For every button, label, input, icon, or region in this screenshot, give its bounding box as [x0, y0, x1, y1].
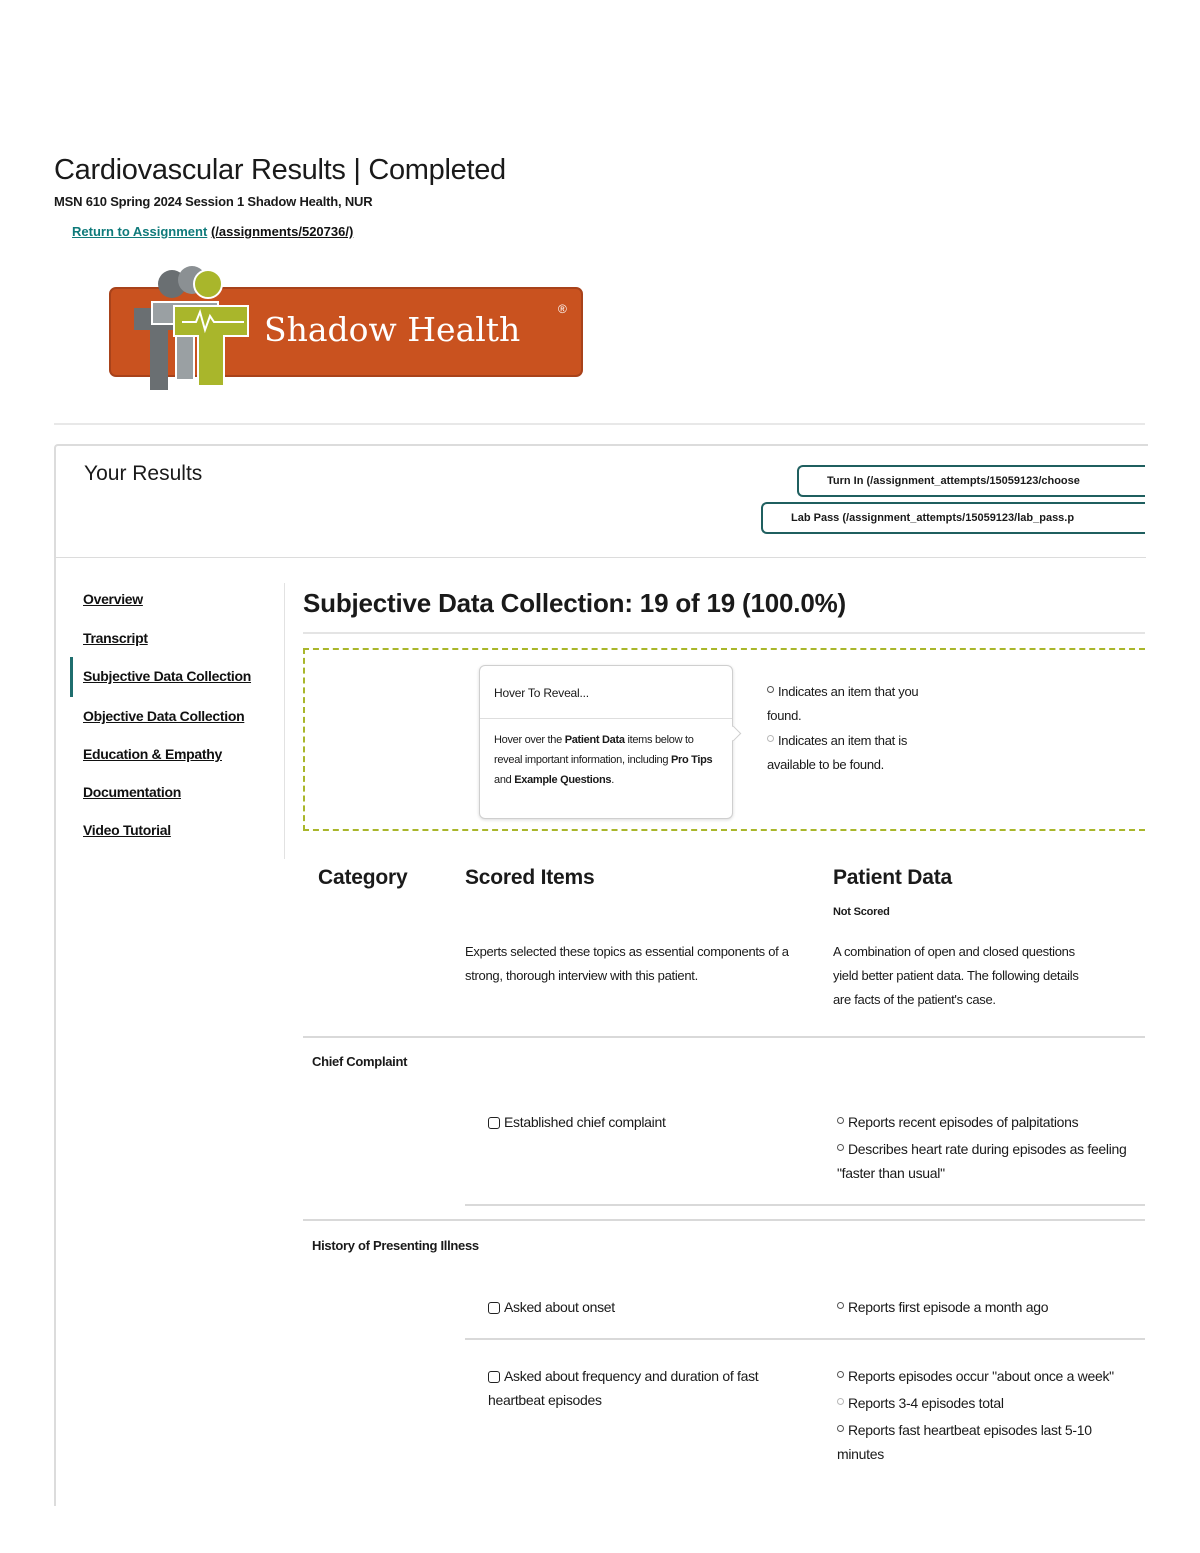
- return-path[interactable]: (/assignments/520736/): [210, 224, 354, 239]
- not-scored-label: Not Scored: [833, 906, 890, 918]
- page-title: Cardiovascular Results | Completed: [54, 154, 506, 186]
- patient-data-item[interactable]: Reports recent episodes of palpitations: [837, 1110, 1137, 1134]
- sidebar-item-subjective-data-collection[interactable]: Subjective Data Collection: [83, 668, 252, 684]
- checkbox-icon: [488, 1117, 500, 1129]
- shadow-health-logo: [104, 266, 589, 394]
- patient-data-item[interactable]: Describes heart rate during episodes as feeling "faster than usual": [837, 1141, 1127, 1181]
- scored-item: Asked about onset: [488, 1295, 788, 1319]
- category-divider: [303, 1219, 1145, 1221]
- found-dot-icon: [837, 1425, 844, 1432]
- sidebar-item-objective-data-collection[interactable]: Objective Data Collection: [83, 708, 245, 724]
- tooltip-divider: [480, 718, 732, 719]
- logo-text: Shadow Health: [264, 310, 521, 349]
- category-chief-complaint: Chief Complaint: [312, 1054, 408, 1069]
- hover-tooltip-card: [479, 665, 733, 819]
- patient-data-item[interactable]: Reports first episode a month ago: [837, 1295, 1137, 1319]
- scored-item: Asked about frequency and duration of fast heartbeat episodes: [488, 1368, 759, 1408]
- found-dot-icon: [837, 1117, 844, 1124]
- patient-data-description: A combination of open and closed questions yield better patient data. The following details are facts of the patient's case.: [833, 944, 1079, 1007]
- patient-data-item[interactable]: Reports fast heartbeat episodes last 5-10 minutes: [837, 1422, 1092, 1462]
- patient-data-list: [837, 1295, 1137, 1322]
- column-header-patient-data: Patient Data: [833, 866, 952, 889]
- patient-data-item[interactable]: Reports episodes occur "about once a week": [837, 1364, 1137, 1388]
- row-divider: [465, 1338, 1145, 1340]
- sidebar-item-transcript[interactable]: Transcript: [83, 630, 148, 646]
- tooltip-body: Hover over the Patient Data items below to reveal important information, including Pro Tips and Example Questions.: [494, 734, 713, 786]
- return-to-assignment[interactable]: [72, 224, 353, 239]
- patient-data-list: [837, 1110, 1137, 1188]
- turn-in-button[interactable]: Turn In (/assignment_attempts/15059123/choose: [797, 465, 1145, 497]
- row-divider: [465, 1204, 1145, 1206]
- found-dot-icon: [837, 1302, 844, 1309]
- available-dot-icon: [837, 1398, 844, 1405]
- found-dot-icon: [767, 686, 774, 693]
- column-header-scored-items: Scored Items: [465, 866, 595, 889]
- sidebar-item-education-empathy[interactable]: Education & Empathy: [83, 746, 222, 762]
- course-subtitle: MSN 610 Spring 2024 Session 1 Shadow Health, NUR: [54, 194, 373, 209]
- lab-pass-button[interactable]: Lab Pass (/assignment_attempts/15059123/lab_pass.p: [761, 502, 1145, 534]
- results-sidebar: [70, 583, 285, 859]
- column-header-category: Category: [318, 866, 408, 889]
- available-dot-icon: [767, 735, 774, 742]
- section-title: Subjective Data Collection: 19 of 19 (100.0%): [303, 588, 846, 618]
- your-results-heading: Your Results: [84, 462, 203, 485]
- results-header-divider: [56, 557, 1146, 558]
- legend-available: Indicates an item that is available to be found.: [767, 733, 908, 772]
- scored-items-description: Experts selected these topics as essential components of a strong, thorough interview with this patient.: [465, 944, 789, 983]
- return-link[interactable]: Return to Assignment: [72, 224, 208, 239]
- active-indicator: [70, 657, 73, 697]
- legend-found: Indicates an item that you found.: [767, 684, 919, 723]
- scored-item: Established chief complaint: [488, 1110, 788, 1134]
- header-divider: [54, 423, 1145, 425]
- patient-data-item[interactable]: Reports 3-4 episodes total: [837, 1391, 1137, 1415]
- checkbox-icon: [488, 1371, 500, 1383]
- sidebar-item-documentation[interactable]: Documentation: [83, 784, 181, 800]
- tooltip-heading: Hover To Reveal...: [494, 686, 589, 700]
- logo-registered-mark: ®: [558, 302, 567, 316]
- found-dot-icon: [837, 1371, 844, 1378]
- category-history-of-presenting-illness: History of Presenting Illness: [312, 1238, 479, 1253]
- sidebar-item-overview[interactable]: Overview: [83, 591, 143, 607]
- table-header-divider: [303, 1036, 1145, 1038]
- patient-data-list: [837, 1364, 1137, 1469]
- section-divider: [303, 632, 1145, 634]
- checkbox-icon: [488, 1302, 500, 1314]
- sidebar-item-video-tutorial[interactable]: Video Tutorial: [83, 822, 171, 838]
- found-dot-icon: [837, 1144, 844, 1151]
